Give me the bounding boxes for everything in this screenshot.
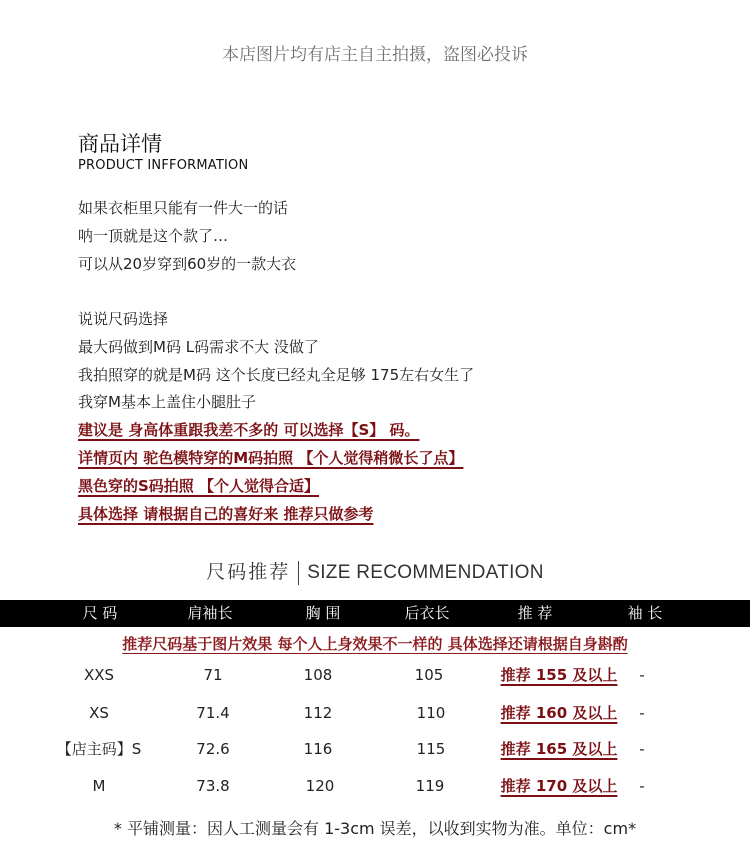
cell-sleeve: - [639,666,645,684]
cell-recommend: 推荐 160 及以上 [500,704,618,722]
details-title: 商品详情 [78,132,162,156]
size-table-header [0,600,750,627]
header-chest: 胸 围 [305,604,341,622]
size-recommendation-title [0,557,750,585]
cell-sleeve: - [639,740,645,758]
table-row [0,736,750,762]
cell-back-length: 105 [414,666,444,684]
intro-line: 如果衣柜里只能有一件大一的话 [78,199,289,217]
cell-back-length: 110 [416,704,446,722]
header-back-length: 后衣长 [404,604,450,622]
header-sleeve: 袖 长 [627,604,663,622]
cell-recommend: 推荐 155 及以上 [500,666,618,684]
cell-chest: 112 [303,704,333,722]
table-row [0,700,750,726]
cell-chest: 120 [305,777,335,795]
cell-size: M [92,777,106,795]
size-title-en: SIZE RECOMMENDATION [307,562,544,583]
cell-back-length: 115 [416,740,446,758]
cell-sleeve: - [639,777,645,795]
intro-line: 呐一顶就是这个款了… [78,227,229,245]
cell-size: XS [89,704,109,722]
details-subtitle: PRODUCT INFFORMATION [78,158,249,173]
cell-chest: 116 [303,740,333,758]
cell-sleeve: - [639,704,645,722]
size-note-line: 我穿M基本上盖住小腿肚子 [78,393,256,411]
header-size: 尺 码 [82,604,118,622]
highlight-line: 具体选择 请根据自己的喜好来 推荐只做参考 [78,505,374,523]
cell-shoulder-sleeve: 71.4 [196,704,230,722]
header-recommend: 推 荐 [517,604,553,622]
cell-recommend: 推荐 165 及以上 [500,740,618,758]
title-divider [298,561,299,585]
size-note-line: 最大码做到M码 L码需求不大 没做了 [78,338,319,356]
highlight-line: 黑色穿的S码拍照 【个人觉得合适】 [78,477,320,495]
table-row [0,662,750,688]
measurement-footnote: * 平铺测量：因人工测量会有 1-3cm 误差，以收到实物为准。单位：cm* [113,819,637,838]
highlight-line: 详情页内 驼色模特穿的M码拍照 【个人觉得稍微长了点】 [78,449,464,467]
size-disclaimer: 推荐尺码基于图片效果 每个人上身效果不一样的 具体选择还请根据自身斟酌 [122,635,628,653]
cell-chest: 108 [303,666,333,684]
cell-shoulder-sleeve: 72.6 [196,740,230,758]
highlight-line: 建议是 身高体重跟我差不多的 可以选择【S】 码。 [78,421,420,439]
copyright-notice: 本店图片均有店主自主拍摄，盗图必投诉 [222,45,528,65]
size-note-line: 我拍照穿的就是M码 这个长度已经丸全足够 175左右女生了 [78,366,475,384]
size-note-line: 说说尺码选择 [78,310,169,328]
cell-size: 【店主码】S [56,740,142,758]
intro-line: 可以从20岁穿到60岁的一款大衣 [78,255,297,273]
cell-shoulder-sleeve: 73.8 [196,777,230,795]
cell-shoulder-sleeve: 71 [203,666,223,684]
size-title-cn: 尺码推荐 [206,561,291,583]
cell-size: XXS [83,666,115,684]
table-row [0,773,750,799]
cell-back-length: 119 [415,777,445,795]
cell-recommend: 推荐 170 及以上 [500,777,618,795]
header-shoulder-sleeve: 肩袖长 [187,604,233,622]
